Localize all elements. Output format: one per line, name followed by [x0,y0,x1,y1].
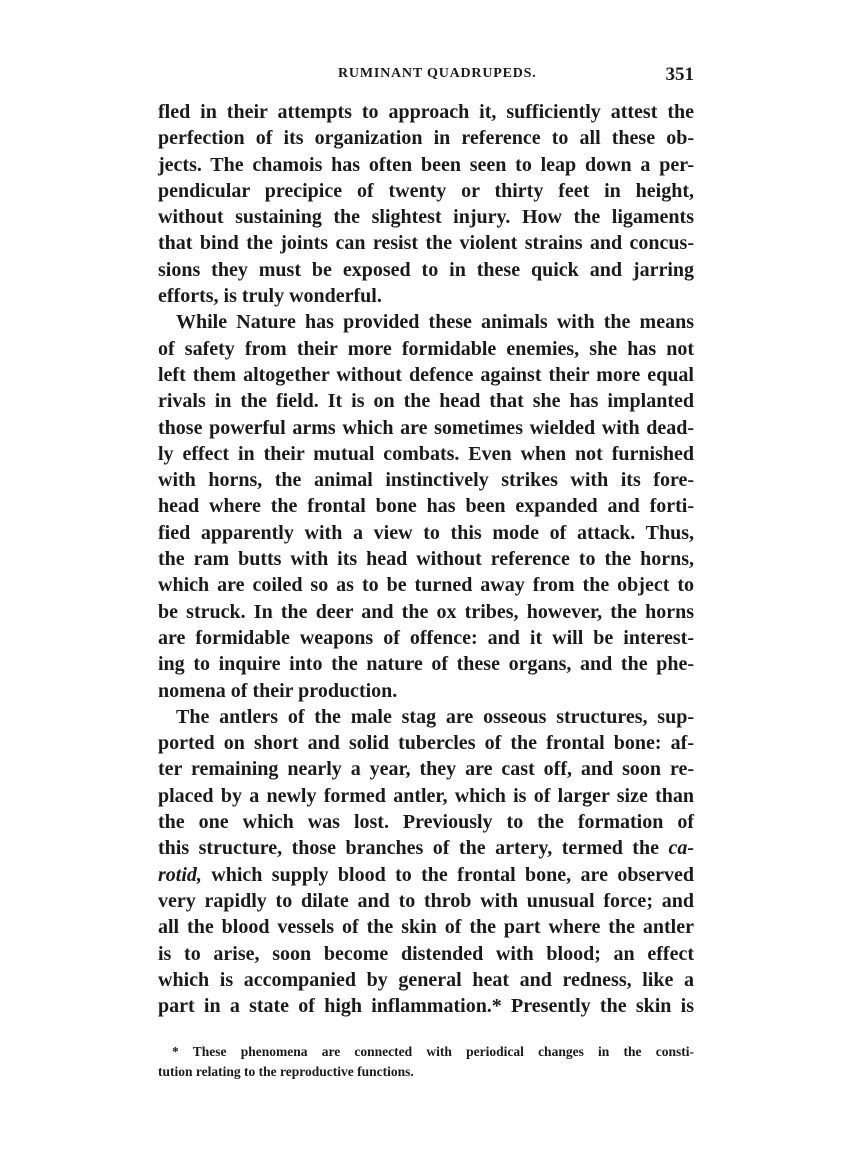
text-line: The antlers of the male stag are osseous structures, sup- [176,705,694,728]
text-line: ported on short and solid tubercles of the frontal bone: af- [158,732,694,755]
text-line: nomena of their production. [158,679,398,702]
body-text [158,99,694,1019]
text-line: are formidable weapons of offence: and it will be interest- [158,626,694,649]
text-line: the ram butts with its head without reference to the horns, [158,548,694,571]
running-head [158,64,694,88]
text-line: which are coiled so as to be turned away from the object to [158,574,694,597]
italic-term: rotid, [158,863,202,886]
text-line: which is accompanied by general heat and redness, like a [158,968,694,991]
text-line: that bind the joints can resist the violent strains and concus- [158,232,694,255]
text-line: jects. The chamois has often been seen to leap down a per- [158,153,694,176]
text-line: fied apparently with a view to this mode of attack. Thus, [158,521,694,544]
text-line: without sustaining the slightest injury. How the ligaments [158,206,694,229]
text-run: this structure, those branches of the artery, termed the [158,837,669,860]
text-line: head where the frontal bone has been expanded and forti- [158,495,694,518]
text-line [158,862,694,888]
text-line: those powerful arms which are sometimes wielded with dead- [158,416,694,439]
footnote-line: * These phenomena are connected with periodical changes in the consti- [172,1044,694,1059]
text-line: fled in their attempts to approach it, sufficiently attest the [158,101,694,123]
page-number: 351 [665,64,694,85]
text-line: efforts, is truly wonderful. [158,285,382,308]
text-line: part in a state of high inflammation.* Presently the skin is [158,995,694,1018]
text-line: placed by a newly formed antler, which is of larger size than [158,784,694,807]
text-line: rivals in the field. It is on the head that she has implanted [158,390,694,413]
paragraph-3 [158,704,694,1020]
paragraph-1 [158,99,694,309]
text-line: all the blood vessels of the skin of the part where the antler [158,916,694,939]
text-line: left them altogether without defence against their more equal [158,363,694,386]
text-line: very rapidly to dilate and to throb with unusual force; and [158,889,694,912]
footnote [158,1042,694,1082]
text-line: the one which was lost. Previously to the formation of [158,811,694,834]
italic-term: ca- [668,837,694,860]
text-line: perfection of its organization in reference to all these ob- [158,127,694,150]
text-line: ter remaining nearly a year, they are cast off, and soon re- [158,758,694,781]
text-line: ly effect in their mutual combats. Even when not furnished [158,442,694,465]
text-line: ing to inquire into the nature of these organs, and the phe- [158,653,694,676]
text-line: with horns, the animal instinctively strikes with its fore- [158,469,694,492]
text-run: which supply blood to the frontal bone, are observed [201,863,694,886]
running-title: RUMINANT QUADRUPEDS. [338,66,537,81]
paragraph-2 [158,309,694,703]
text-line: sions they must be exposed to in these quick and jarring [158,258,694,281]
text-line: is to arise, soon become distended with blood; an effect [158,942,694,965]
footnote-line: tution relating to the reproductive functions. [158,1064,414,1079]
text-line: of safety from their more formidable enemies, she has not [158,337,694,360]
text-line: While Nature has provided these animals with the means [176,311,694,334]
text-line [158,835,694,861]
text-line: pendicular precipice of twenty or thirty feet in height, [158,179,694,202]
text-line: be struck. In the deer and the ox tribes, however, the horns [158,600,694,623]
